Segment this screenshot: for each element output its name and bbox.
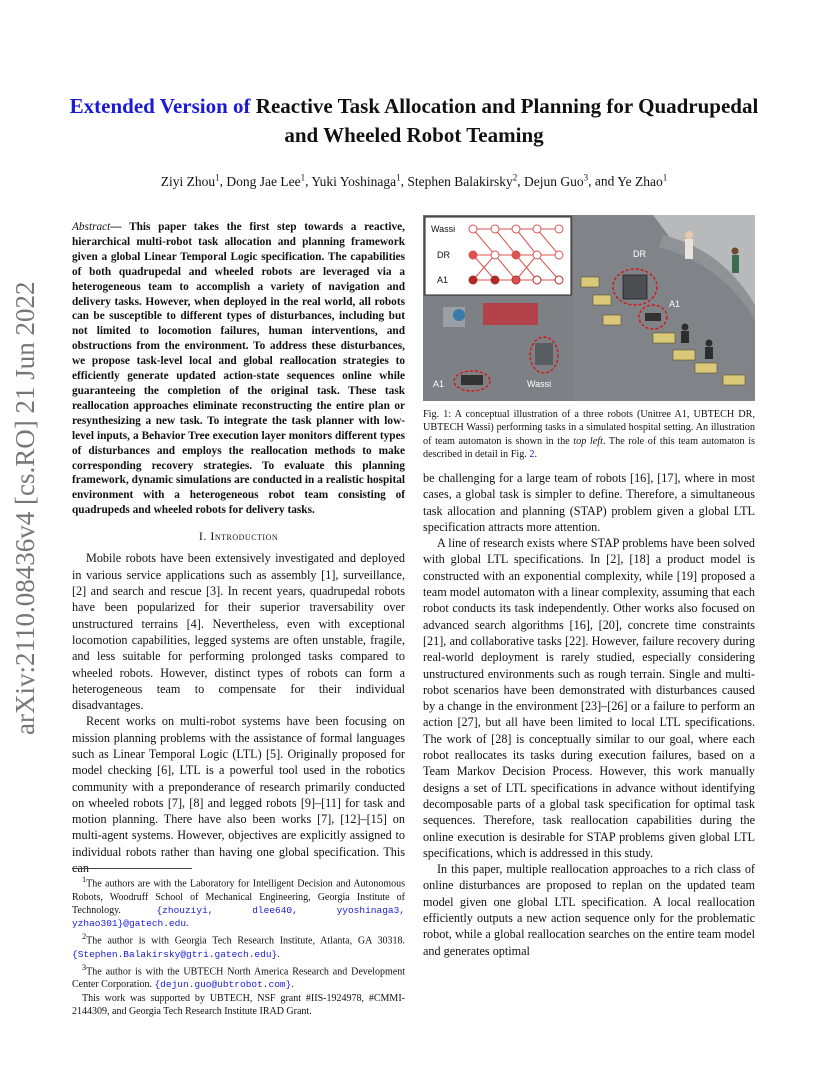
footnote-email[interactable]: {dejun.guo@ubtrobot.com} <box>154 979 292 991</box>
inset-label-dr: DR <box>437 250 450 260</box>
label-wassi-bottom: Wassi <box>527 379 552 389</box>
affiliation-mark: 3 <box>583 172 589 182</box>
inset-label-a1: A1 <box>437 275 449 285</box>
author-name: Dejun Guo$^3$ <box>523 172 589 189</box>
arxiv-identifier[interactable]: arXiv:2110.08436v4 [cs.RO] 21 Jun 2022 <box>10 281 40 735</box>
paragraph: Recent works on multi-robot systems have been focusing on mission planning problems with the assistance of formal languages such as Linear Temporal Logic (LTL) [5]. Originally proposed for model checking [6], LTL is a powerful tool used in the robotics community with a preponderance of research primarily conducted on wheeled robots [7], [8] and legged robots [9]–[11] for task and motion planning. There have also been works [7], [12]–[15] on multi-agent systems. However, objectives are explicitly assigned to individual robots rather than having one global specification. This can <box>72 714 405 876</box>
abstract <box>72 220 405 518</box>
author-name: Stephen Balakirsky$^2$ <box>407 172 518 189</box>
figure-2-link[interactable]: 2 <box>529 448 535 460</box>
hospital-bed <box>483 303 538 325</box>
footnote: This work was supported by UBTECH, NSF grant #IIS-1924978, #CMMI-2144309, and Georgia Tech Research Institute IRAD Grant. <box>72 992 405 1017</box>
right-column <box>423 470 755 959</box>
person-bottom-left <box>453 309 465 321</box>
affiliation-mark: 1 <box>662 172 668 182</box>
author-list: Ziyi Zhou$^1$, Dong Jae Lee$^1$, Yuki Yoshinaga$^1$, Stephen Balakirsky$^2$, Dejun Guo$^3$, and Ye Zhao$^1$ <box>160 172 668 189</box>
title-main: Reactive Task Allocation and Planning for Quadrupedal and Wheeled Robot Teaming <box>255 94 759 147</box>
label-a1-scene: A1 <box>669 299 681 309</box>
author-name: Yuki Yoshinaga$^1$ <box>311 172 401 189</box>
affiliation-mark: 1 <box>396 172 401 182</box>
wassi-robot <box>535 343 553 365</box>
author-name: Ye Zhao$^1$ <box>617 172 668 189</box>
title-prefix[interactable]: Extended Version of <box>69 94 251 118</box>
paper-title <box>60 92 768 150</box>
affiliation-mark: 2 <box>512 172 518 182</box>
footnote-email[interactable]: {zhouziyi, dlee640, yyoshinaga3, yzhao301}@gatech.edu <box>72 904 405 929</box>
figure-1-caption: Fig. 1: A conceptual illustration of a three robots (Unitree A1, UBTECH DR, UBTECH Wassi) performing tasks in a simulated hospital setting. An illustration of team automaton is shown in the top left. The role of this team automaton is described in detail in Fig. 2. <box>423 409 756 460</box>
footnote: $^1$The authors are with the Laboratory for Intelligent Decision and Autonomous Robots, Woodruff School of Mechanical Engineering, Georgia Institute of Technology. {zhouziyi, dlee640, yyoshinaga3, yzhao301}@gatech.edu. <box>72 875 405 929</box>
a1-robot-left <box>461 375 483 385</box>
footnote-rule <box>72 868 192 869</box>
label-a1-bottom: A1 <box>433 379 445 389</box>
inset-label-wassi: Wassi <box>431 224 456 234</box>
figure-1 <box>423 215 755 401</box>
footnote: $^2$The author is with Georgia Tech Research Institute, Atlanta, GA 30318. {Stephen.Balakirsky@gtri.gatech.edu}. <box>72 932 405 960</box>
a1-robot-right <box>645 313 661 321</box>
paragraph: be challenging for a large team of robots [16], [17], where in most cases, a global task is simpler to define. Therefore, a simultaneous task allocation and planning (STAP) problem given a global LTL specification attracts more attention. <box>423 471 755 534</box>
footnote-email[interactable]: {Stephen.Balakirsky@gtri.gatech.edu} <box>72 948 278 960</box>
abstract-text: — This paper takes the first step towards a reactive, hierarchical multi-robot task allocation and planning framework given a global Linear Temporal Logic specification. The capabilities of both quadrupedal and wheeled robots are leveraged via a heterogeneous team to accomplish a variety of navigation and delivery tasks. However, when deployed in the real world, all robots can be susceptible to different types of disturbances, including but not limited to locomotion failures, human interventions, and obstructions from the environment. To address these disturbances, we propose task-level local and global reallocation strategies to efficiently generate updated action-state sequences online while guaranteeing the completion of the original task. These task reallocation approaches eliminate reconstructing the entire plan or resynthesizing a new task. To integrate the task planner with low-level inputs, a Behavior Tree execution layer monitors different types of disturbances and employs the reallocation methods to make corresponding recovery strategies. To evaluate this planning framework, dynamic simulations are conducted in a realistic hospital environment with a heterogeneous robot team consisting of quadrupeds and wheeled robots for delivery tasks. <box>72 221 405 517</box>
paragraph: Mobile robots have been extensively investigated and deployed in various service applications such as assembly [1], surveillance, [2] and search and rescue [3]. In recent years, quadrupedal robots have been popularized for their superior traversability over unstructured terrains [4]. Nevertheless, even with exceptional locomotion capabilities, legged systems are often unstable, fragile, and less suitable for performing prolonged tasks compared to wheeled robots. However, distinct types of robots can form a heterogeneous team to compensate for their individual disadvantages. <box>72 551 405 713</box>
affiliation-mark: 1 <box>300 172 306 182</box>
footnote: $^3$The author is with the UBTECH North America Research and Development Center Corporation. {dejun.guo@ubtrobot.com}. <box>72 962 405 991</box>
figure-1-illustration <box>423 215 755 401</box>
author-name: Ziyi Zhou$^1$ <box>160 172 220 189</box>
author-name: Dong Jae Lee$^1$ <box>226 172 306 189</box>
paragraph: In this paper, multiple reallocation approaches to a rich class of online disturbances are proposed to replan on the updated team model given one global LTL specification. A local reallocation efficiently outputs a new action sequence only for the problematic robot, while a global reallocation searches on the entire team model and generates optimal <box>423 862 755 958</box>
label-dr-scene: DR <box>633 249 646 259</box>
left-column <box>72 220 405 876</box>
section-heading-introduction: I. Introduction <box>198 529 279 544</box>
paragraph: A line of research exists where STAP problems have been solved with global LTL specifications. In [2], [18] a product model is constructed with an exponential complexity, while [19] proposed a team model automaton with a linear complexity, assuming that each robot conducts its task independently. Other works also focused on advanced search algorithms [16], [20], concrete time constraints [21], and collaborative tasks [22]. However, failure recovery during real-world deployment is rarely studied, especially considering unstructured environments such as rough terrain. Single and multi-robot scenarios have been demonstrated with disturbances caused by a change in the environment [23]–[26] or a failure to perform an action [27], but all have been limited to local LTL specifications. The work of [28] is conceptually similar to our goal, where each robot reallocates its tasks during execution failures, based on a Team Markov Decision Process. However, this work manually designs a set of LTL specifications in advance without identifying decomposable parts of a global task specification for optimal task sequences. Therefore, task reallocation capabilities during the online execution is desirable for STAP problems given global LTL specifications, which is addressed in this study. <box>423 536 755 860</box>
dr-robot <box>623 275 647 299</box>
abstract-label: Abstract <box>72 221 111 233</box>
affiliation-mark: 1 <box>215 172 220 182</box>
footnotes <box>72 868 405 1018</box>
